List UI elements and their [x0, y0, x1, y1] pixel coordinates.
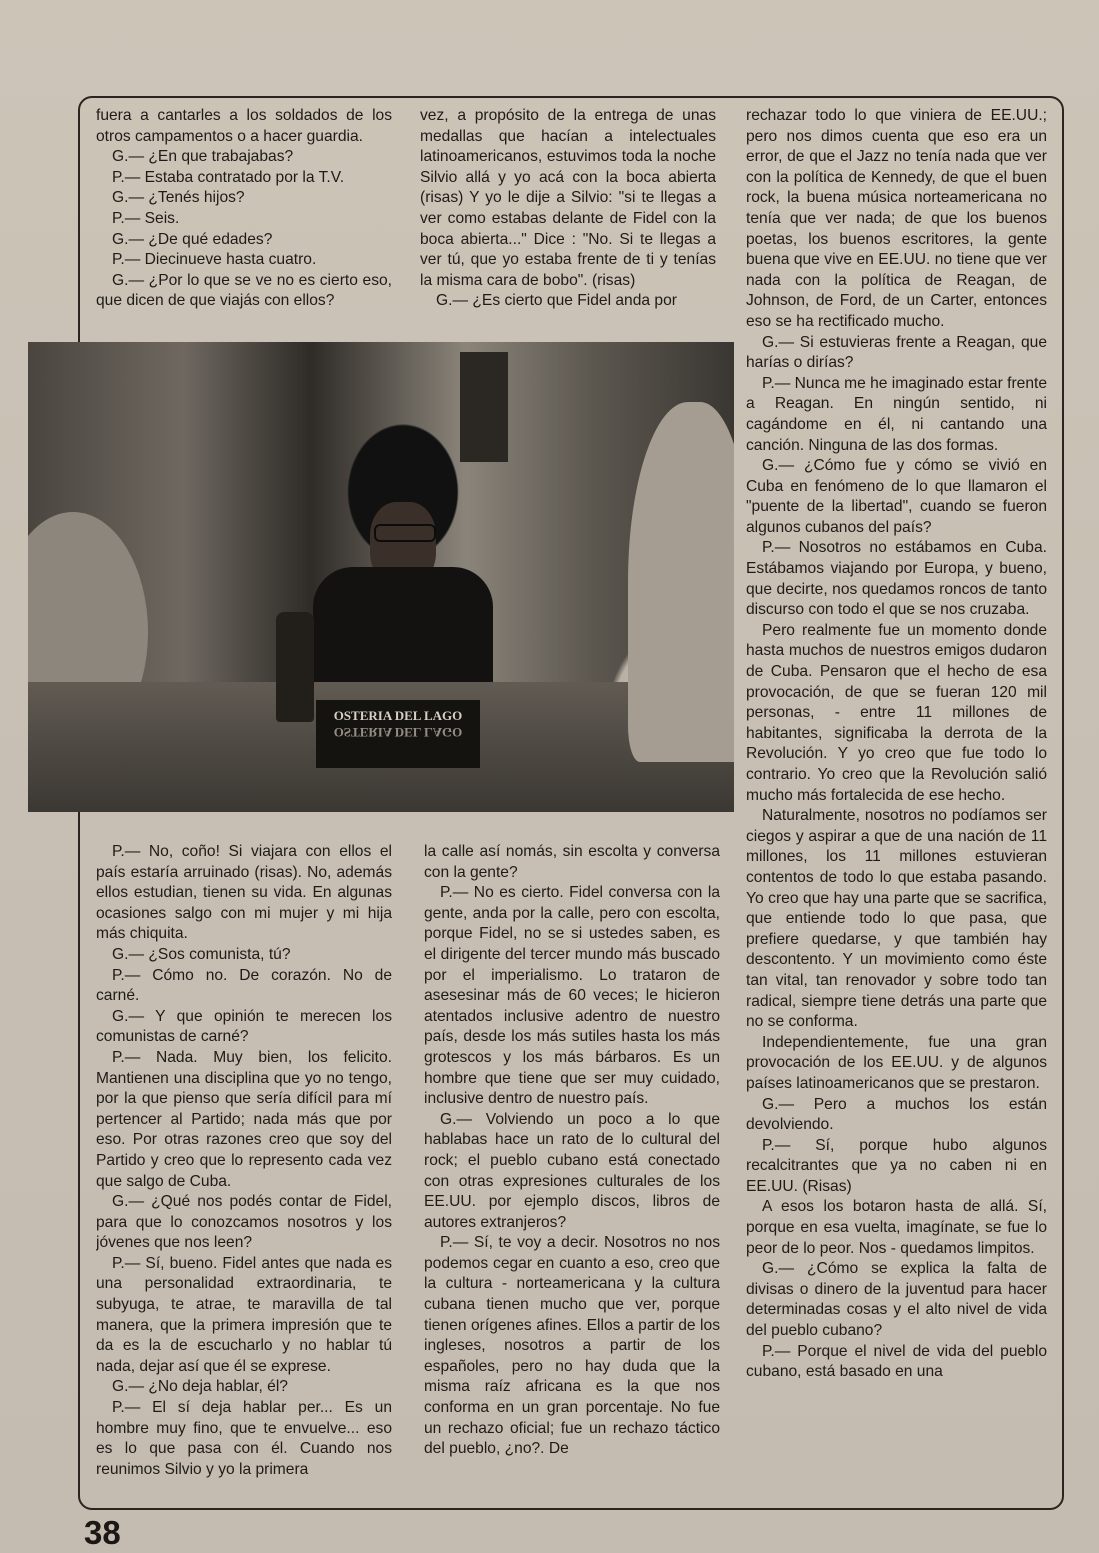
- photo-sign-text: OSTERIA DEL LAGO: [333, 708, 463, 723]
- paragraph: G.— ¿Tenés hijos?: [112, 189, 245, 207]
- paragraph: G.— ¿Cómo fue y cómo se vivió en Cuba en fenómeno de lo que llamaron el "puente de la libertad", cuando se fueron algunos cubanos del país?: [746, 457, 1047, 536]
- paragraph: vez, a propósito de la entrega de unas medallas que hacían a intelectuales latinoamericanos, estuvimos toda la noche Silvio allá y yo acá con la boca abierta (risas) Y yo le dije a Silvio: "si te llegas a ver como estabas delante de Fidel con la boca abierta..." Dice : "No. Si te llegas a ver tú, que yo estaba frente de ti y tenías la misma cara de bobo". (risas): [420, 107, 716, 289]
- paragraph: P.— Estaba contratado por la T.V.: [112, 168, 345, 186]
- paragraph: A esos los botaron hasta de allá. Sí, porque en esa vuelta, imagínate, se fue lo peor de lo peor. Nos - quedamos limpitos.: [746, 1198, 1047, 1257]
- paragraph: P.— Porque el nivel de vida del pueblo cubano, está basado en una: [746, 1342, 1047, 1381]
- paragraph: fuera a cantarles a los soldados de los otros campamentos o a hacer guardia.: [96, 107, 392, 145]
- paragraph: la calle así nomás, sin escolta y conversa con la gente?: [424, 843, 720, 881]
- photo-sign-reflection: OSTERIA DEL LAGO: [333, 725, 463, 740]
- paragraph: Naturalmente, nosotros no podíamos ser ciegos y aspirar a que de una nación de 11 millones, los 11 millones estuvieran contentos de todo lo que estaba pasando. Yo creo que hay una parte que se sacrifica, que entiende todo lo que pasa, que prefiere quedarse, y que también hay descontento. Y un movimiento como éste tan vital, tan renovador y sobre todo tan radical, siempre tiene detrás una parte que no se conforma.: [746, 807, 1047, 1031]
- paragraph: G.— ¿No deja hablar, él?: [112, 1378, 288, 1396]
- bottom-column-2: [424, 842, 720, 1506]
- paragraph: P.— Sí, te voy a decir. Nosotros no nos podemos cegar en cuanto a eso, creo que la cultura - norteamericana y la cultura cubana tienen mucho que ver, porque tienen orígenes afines. Ellos a partir de los ingleses, nosotros a partir de los españoles, pero no hay duda que la misma raíz africana es la que nos conforma en un gran porcentaje. No fue un rechazo oficial; fue un rechazo táctico del pueblo, ¿no?. De: [424, 1234, 720, 1458]
- paragraph: G.— Pero a muchos los están devolviendo.: [746, 1095, 1047, 1134]
- photo-person-right: [628, 402, 734, 762]
- paragraph: G.— ¿Es cierto que Fidel anda por: [436, 292, 677, 310]
- paragraph: G.— Volviendo un poco a lo que hablabas hace un rato de lo cultural del rock; el pueblo cubano está conectado con otras expresiones culturales de los EE.UU. por ejemplo discos, libros de autores extranjeros?: [424, 1110, 720, 1231]
- photo-glasses: [374, 524, 436, 542]
- paragraph: Independientemente, fue una gran provocación de los EE.UU. y de algunos países latinoamericanos que se prestaron.: [746, 1033, 1047, 1092]
- interview-photo: [28, 342, 734, 812]
- paragraph: P.— Nunca me he imaginado estar frente a Reagan. En ningún sentido, ni cagándome en él, ni cantando una canción. Ninguna de las dos formas.: [746, 374, 1047, 454]
- photo-sign: [316, 700, 480, 768]
- paragraph: Pero realmente fue un momento donde hasta muchos de nuestros emigos dudaron de Cuba. Pensaron que el hecho de esa provocación, de que se fueran 120 mil personas, - entre 11 millones de habitantes, significaba la derrota de la Revolución. Y yo creo que fue todo lo contrario. Yo creo que la Revolución salió mucho más fortalecida de ese hecho.: [746, 621, 1047, 804]
- paragraph: P.— Cómo no. De corazón. No de carné.: [96, 966, 392, 1005]
- paragraph: G.— ¿Cómo se explica la falta de divisas o dinero de la juventud para hacer determinadas cosas y el alto nivel de vida del pueblo cubano?: [746, 1260, 1047, 1340]
- top-column-1: [96, 106, 392, 338]
- paragraph: rechazar todo lo que viniera de EE.UU.; pero nos dimos cuenta que eso era un error, de que el Jazz no tenía nada que ver con la política de Kennedy, de que el buen rock, la buena música norteamericana no tenía que ver nada; de que los buenos poetas, los buenos escritores, la gente buena que vive en EE.UU. no tiene que ver nada con la política de Reagan, de Johnson, de Ford, de un Carter, entonces eso se ha rectificado mucho.: [746, 107, 1047, 330]
- photo-poster: [460, 352, 508, 462]
- paragraph: G.— ¿Sos comunista, tú?: [112, 945, 291, 963]
- paragraph: P.— El sí deja hablar per... Es un hombre muy fino, que te envuelve... eso es lo que pasa con él. Cuando nos reunimos Silvio y yo la primera: [96, 1399, 392, 1478]
- paragraph: P.— No es cierto. Fidel conversa con la gente, anda por la calle, pero con escolta, porque Fidel, no se si ustedes saben, es el dirigente del tercer mundo más buscado por el imperialismo. Lo trataron de asesesinar más de 60 veces; le hicieron atentados inclusive adentro de nuestro país, desde los más sutiles hasta los más grotescos y los más bárbaros. Es un hombre que tiene que ser muy cuidado, inclusive dentro de nuestro país.: [424, 884, 720, 1108]
- paragraph: P.— Nosotros no estábamos en Cuba. Estábamos viajando por Europa, y bueno, que decirte, nos quedamos roncos de tanto discurso con todo el que se nos cruzaba.: [746, 539, 1047, 619]
- paragraph: P.— Sí, porque hubo algunos recalcitrantes que ya no caben ni en EE.UU. (Risas): [746, 1136, 1047, 1195]
- paragraph: G.— ¿De qué edades?: [112, 230, 273, 248]
- paragraph: P.— Nada. Muy bien, los felicito. Mantienen una disciplina que yo no tengo, por la que pienso que sería difícil para mí pertencer al Partido; nada más que por eso. Por otras razones creo que soy del Partido y creo que lo represento cada vez que salgo de Cuba.: [96, 1048, 392, 1190]
- paragraph: P.— Diecinueve hasta cuatro.: [112, 251, 317, 269]
- paragraph: G.— Si estuvieras frente a Reagan, que harías o dirías?: [746, 333, 1047, 372]
- paragraph: P.— Seis.: [112, 209, 180, 227]
- paragraph: G.— ¿Por lo que se ve no es cierto eso, que dicen de que viajás con ellos?: [96, 271, 392, 310]
- bottom-column-1: [96, 842, 392, 1506]
- page-number: 38: [84, 1514, 121, 1551]
- photo-bottle: [276, 612, 314, 722]
- paragraph: G.— ¿En que trabajabas?: [112, 148, 294, 166]
- top-column-2: [420, 106, 716, 338]
- paragraph: P.— Sí, bueno. Fidel antes que nada es una personalidad extraordinaria, te subyuga, te atrae, te maravilla de tal manera, que la primera impresión que te da es la de escucharlo y no hablar tú nada, dejar así que él se exprese.: [96, 1254, 392, 1375]
- paragraph: P.— No, coño! Si viajara con ellos el país estaría arruinado (risas). No, además ellos estudian, tienen su vida. En algunas ocasiones salgo con mi mujer y mi hija más chiquita.: [96, 843, 392, 943]
- paragraph: G.— ¿Qué nos podés contar de Fidel, para que lo conozcamos nosotros y los jóvenes que nos leen?: [96, 1193, 392, 1252]
- right-column: [746, 106, 1047, 1508]
- paragraph: G.— Y que opinión te merecen los comunistas de carné?: [96, 1007, 392, 1046]
